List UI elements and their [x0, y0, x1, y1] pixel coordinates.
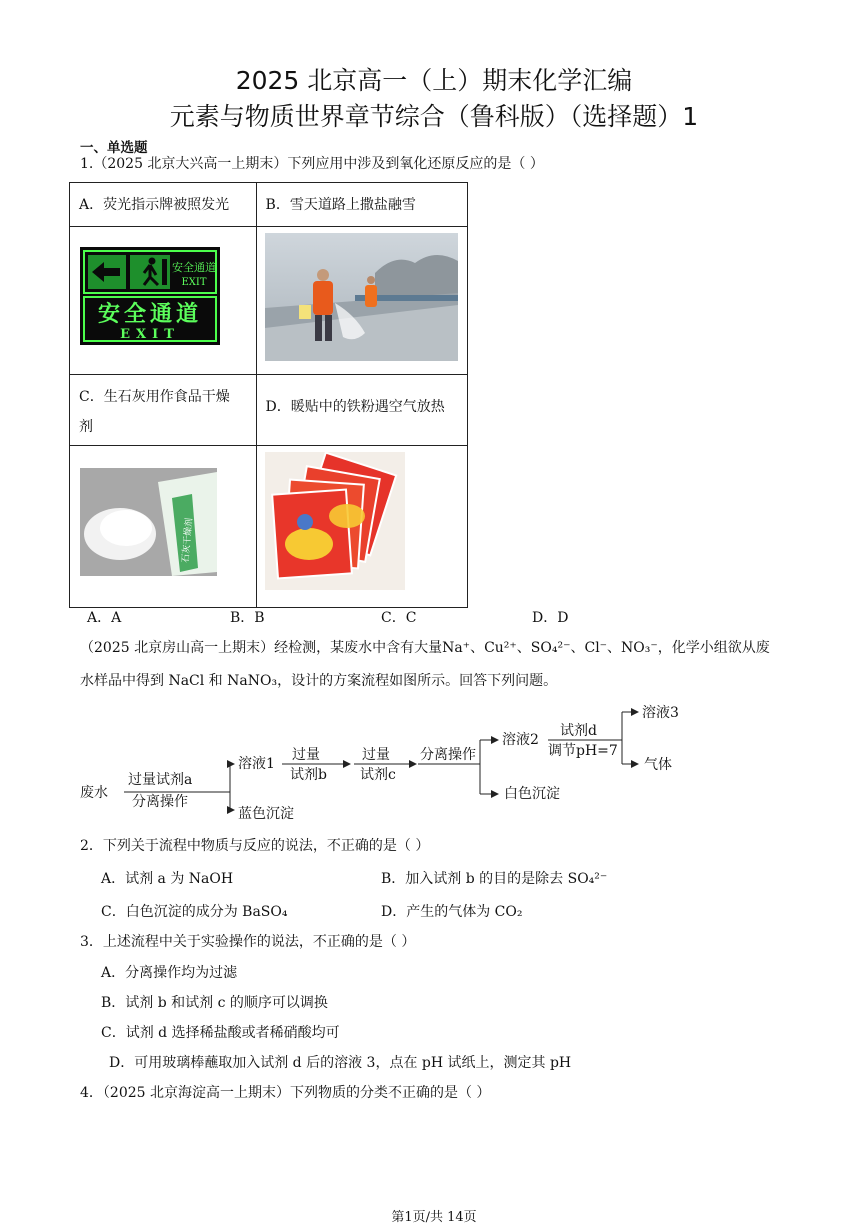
- question-2-stem: 2．下列关于流程中物质与反应的说法，不正确的是（ ）: [80, 838, 430, 854]
- q3-option-a[interactable]: A．分离操作均为过滤: [101, 965, 238, 981]
- cell-d-label: D．暖贴中的铁粉遇空气放热: [256, 375, 467, 446]
- flow-white-precipitate: 白色沉淀: [504, 786, 560, 802]
- exit-sign-small-text: 安全通道: [172, 261, 216, 274]
- exit-sign-big-text: 安全通道: [97, 301, 203, 327]
- question-1-stem: 1.（2025 北京大兴高一上期末）下列应用中涉及到氧化还原反应的是（ ）: [80, 156, 544, 172]
- shared-stem-line-1: （2025 北京房山高一上期末）经检测，某废水中含有大量Na⁺、Cu²⁺、SO₄²⁻、Cl⁻、NO₃⁻，化学小组欲从废: [80, 640, 770, 656]
- option-a[interactable]: A．A: [87, 610, 122, 626]
- process-flow-diagram: [78, 702, 718, 824]
- flow-start: 废水: [80, 785, 108, 801]
- q3-option-c[interactable]: C．试剂 d 选择稀盐酸或者稀硝酸均可: [101, 1025, 340, 1041]
- flow-b-top: 过量: [292, 747, 320, 763]
- flow-solution-1: 溶液1: [238, 756, 275, 772]
- q2-option-d[interactable]: D．产生的气体为 CO₂: [381, 904, 523, 920]
- flow-solution-2: 溶液2: [502, 732, 539, 748]
- cell-a-label: A．荧光指示牌被照发光: [70, 183, 257, 227]
- q3-option-d[interactable]: D．可用玻璃棒蘸取加入试剂 d 后的溶液 3，点在 pH 试纸上，测定其 pH: [109, 1055, 572, 1071]
- flow-separation: 分离操作: [420, 747, 476, 763]
- flow-blue-precipitate: 蓝色沉淀: [238, 806, 294, 822]
- q2-option-a[interactable]: A．试剂 a 为 NaOH: [101, 871, 234, 887]
- shared-stem-line-2: 水样品中得到 NaCl 和 NaNO₃，设计的方案流程如图所示。回答下列问题。: [80, 673, 558, 689]
- cell-b-image: [256, 227, 467, 375]
- flow-solution-3: 溶液3: [642, 705, 679, 721]
- q2-option-c[interactable]: C．白色沉淀的成分为 BaSO₄: [101, 904, 288, 920]
- flow-c-bottom: 试剂c: [360, 767, 396, 783]
- desiccant-label: 石灰干燥剂: [181, 517, 195, 564]
- road-salt-photo: [265, 233, 458, 361]
- exit-sign-small-en: EXIT: [181, 277, 207, 288]
- flow-reagent-a-top: 过量试剂a: [128, 772, 193, 788]
- exit-sign-big-en: EXIT: [120, 327, 180, 342]
- flow-d-bottom: 调节pH=7: [548, 743, 618, 759]
- flow-gas: 气体: [644, 757, 672, 773]
- question-4-stem: 4．（2025 北京海淀高一上期末）下列物质的分类不正确的是（ ）: [80, 1085, 491, 1101]
- option-d[interactable]: D．D: [532, 610, 569, 626]
- option-c[interactable]: C．C: [381, 610, 417, 626]
- exit-sign-image: [80, 247, 220, 345]
- hand-warmer-photo: [265, 452, 405, 590]
- cell-c-image: [70, 446, 257, 608]
- flow-reagent-a-bottom: 分离操作: [132, 794, 188, 810]
- quicklime-photo: [80, 468, 217, 576]
- cell-b-label: B．雪天道路上撒盐融雪: [256, 183, 467, 227]
- question-1-table: [69, 182, 468, 608]
- page-title: 2025 北京高一（上）期末化学汇编: [235, 66, 633, 95]
- flow-c-top: 过量: [362, 747, 390, 763]
- page-footer: 第1页/共 14页: [391, 1210, 477, 1225]
- q2-option-b[interactable]: B．加入试剂 b 的目的是除去 SO₄²⁻: [381, 871, 608, 887]
- page-subtitle: 元素与物质世界章节综合（鲁科版）（选择题）1: [169, 102, 699, 131]
- cell-c-label: C．生石灰用作食品干燥 剂: [70, 375, 257, 446]
- option-b[interactable]: B．B: [230, 610, 265, 626]
- section-heading: 一、单选题: [80, 140, 148, 156]
- cell-a-image: [70, 227, 257, 375]
- flow-d-top: 试剂d: [560, 723, 597, 739]
- question-3-stem: 3．上述流程中关于实验操作的说法，不正确的是（ ）: [80, 934, 416, 950]
- q3-option-b[interactable]: B．试剂 b 和试剂 c 的顺序可以调换: [101, 995, 328, 1011]
- flow-b-bottom: 试剂b: [290, 767, 327, 783]
- cell-d-image: [256, 446, 467, 608]
